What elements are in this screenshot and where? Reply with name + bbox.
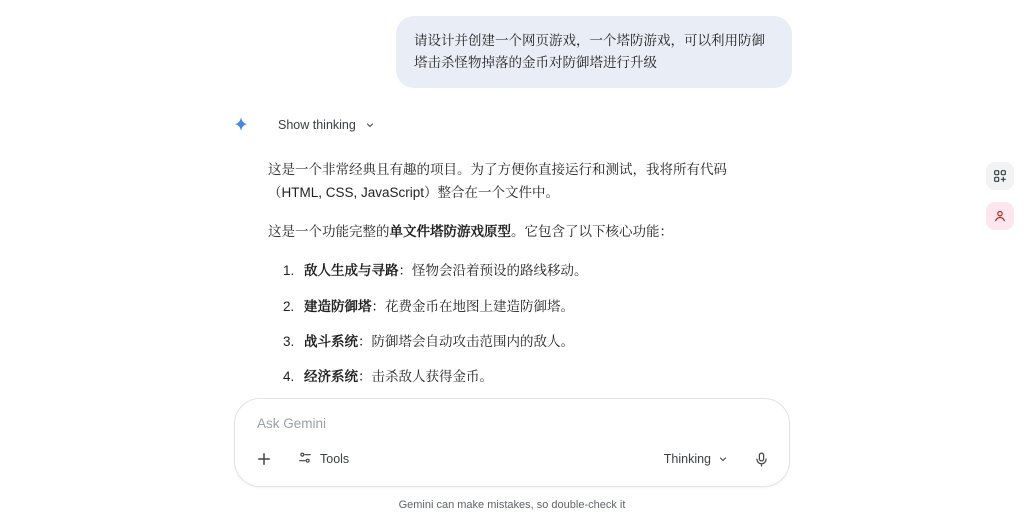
feature-text: ：花费金币在地图上建造防御塔。 xyxy=(371,298,574,314)
apps-grid-icon xyxy=(992,168,1008,184)
composer-input-area xyxy=(235,399,789,438)
answer-paragraph-1: 这是一个非常经典且有趣的项目。为了方便你直接运行和测试，我将所有代码（HTML, CSS, JavaScript）整合在一个文件中。 xyxy=(268,161,727,200)
prompt-input[interactable] xyxy=(255,415,773,432)
microphone-icon xyxy=(753,451,770,468)
feature-title: 战斗系统 xyxy=(304,333,358,349)
feature-title: 敌人生成与寻路 xyxy=(304,263,399,279)
conversation-thread xyxy=(232,0,792,457)
model-answer-body xyxy=(268,158,768,424)
show-thinking-label: Show thinking xyxy=(278,117,356,132)
chevron-down-icon xyxy=(717,453,729,465)
list-item xyxy=(298,295,768,318)
answer-paragraph-2 xyxy=(268,220,768,243)
feature-text: ：怪物会沿着预设的路线移动。 xyxy=(398,263,588,279)
gemini-sparkle-icon xyxy=(232,116,250,134)
list-item xyxy=(298,259,768,282)
add-attachment-button[interactable] xyxy=(249,444,279,474)
feature-text: ：击杀敌人获得金币。 xyxy=(358,369,493,385)
answer-paragraph-2-bold: 单文件塔防游戏原型 xyxy=(389,224,511,240)
answer-paragraph-2-suffix: 。它包含了以下核心功能： xyxy=(511,224,673,240)
composer xyxy=(234,398,790,487)
show-thinking-toggle[interactable] xyxy=(278,118,376,132)
account-icon xyxy=(992,208,1008,224)
thinking-header-row xyxy=(232,114,792,136)
tools-label: Tools xyxy=(320,452,350,466)
list-item xyxy=(298,330,768,353)
answer-paragraph-2-prefix: 这是一个功能完整的 xyxy=(268,224,390,240)
tools-button[interactable] xyxy=(289,445,357,474)
microphone-button[interactable] xyxy=(747,445,775,473)
footer-disclaimer: Gemini can make mistakes, so double-check it xyxy=(398,499,626,511)
user-message-row xyxy=(232,0,792,88)
feature-title: 经济系统 xyxy=(304,369,358,385)
plus-icon xyxy=(255,450,273,468)
side-floating-buttons xyxy=(986,162,1014,230)
model-mode-selector[interactable] xyxy=(658,447,735,471)
feature-title: 建造防御塔 xyxy=(304,298,372,314)
model-mode-label: Thinking xyxy=(663,452,711,466)
tools-icon xyxy=(297,450,313,469)
list-item xyxy=(298,365,768,388)
user-message-bubble: 请设计并创建一个网页游戏，一个塔防游戏，可以利用防御塔击杀怪物掉落的金币对防御塔进行升级 xyxy=(396,16,792,88)
feature-text: ：防御塔会自动攻击范围内的敌人。 xyxy=(358,333,574,349)
chevron-down-icon xyxy=(364,119,376,131)
account-avatar-button[interactable] xyxy=(986,202,1014,230)
composer-toolbar xyxy=(235,438,789,486)
apps-grid-button[interactable] xyxy=(986,162,1014,190)
